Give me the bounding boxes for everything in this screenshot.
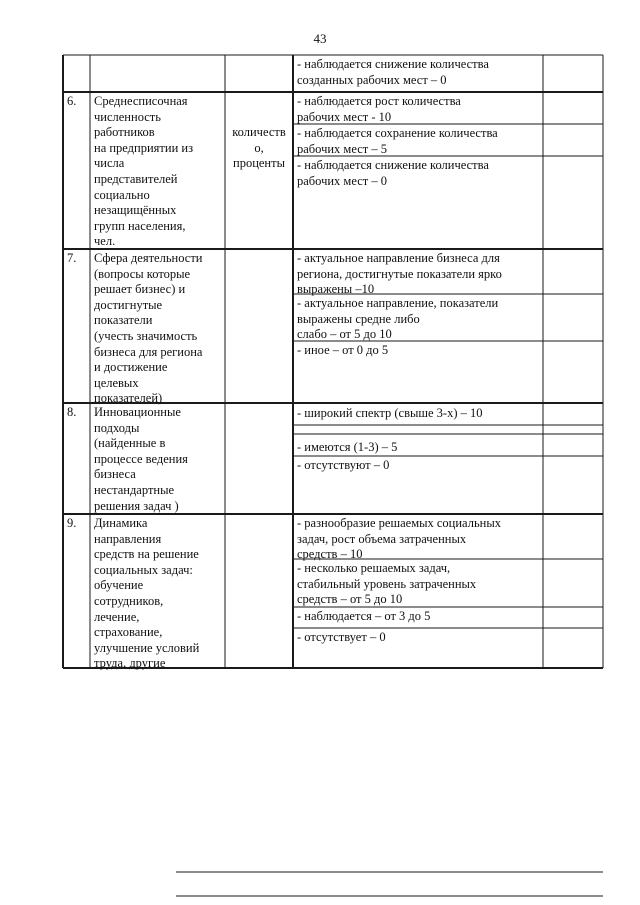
row-9-criterion-4: - отсутствует – 0 [297,630,386,644]
row-7-criterion-3: - иное – от 0 до 5 [297,343,389,357]
row-6-criterion-1: - наблюдается рост количества рабочих мест - 10 [297,94,461,124]
row-9-criterion-3: - наблюдается – от 3 до 5 [297,609,431,623]
row-8-criterion-3: - отсутствуют – 0 [297,458,390,472]
row-6-number: 6. [67,94,77,108]
row-7-criterion-1: - актуальное направление бизнеса для региона, достигнутые показатели ярко выражены –10 [297,251,502,297]
row-7-indicator-name: Сфера деятельности (вопросы которые решает бизнес) и достигнутые показатели (учесть значимость бизнеса для региона и достижение целевых показателей) [94,251,203,406]
row-6-criterion-3: - наблюдается снижение количества рабочих мест – 0 [297,158,489,188]
row-7-criterion-2: - актуальное направление, показатели выражены средне либо слабо – от 5 до 10 [297,296,499,342]
row-6-unit: количеств о, проценты [232,125,286,171]
criterion-continuation-1: - наблюдается снижение количества созданных рабочих мест – 0 [297,57,489,87]
row-9-criterion-2: - несколько решаемых задач, стабильный уровень затраченных средств – от 5 до 10 [297,561,477,607]
row-9-criterion-1: - разнообразие решаемых социальных задач, рост объема затраченных средств – 10 [297,516,501,562]
row-9-number: 9. [67,516,77,530]
row-6-indicator-name: Среднесписочная численность работников на предприятии из числа представителей социально незащищённых групп населения, чел. [94,94,194,249]
row-6-criterion-2: - наблюдается сохранение количества рабочих мест – 5 [297,126,498,156]
row-8-number: 8. [67,405,77,419]
row-7-number: 7. [67,251,77,265]
row-8-indicator-name: Инновационные подходы (найденные в процессе ведения бизнеса нестандартные решения задач ) [94,405,188,513]
page-number: 43 [313,31,327,46]
row-9-indicator-name: Динамика направления средств на решение социальных задач: обучение сотрудников, лечение, страхование, улучшение условий труда, другие [94,516,200,671]
row-8-criterion-2: - имеются (1-3) – 5 [297,440,398,454]
row-8-criterion-1: - широкий спектр (свыше 3-х) – 10 [297,406,483,420]
